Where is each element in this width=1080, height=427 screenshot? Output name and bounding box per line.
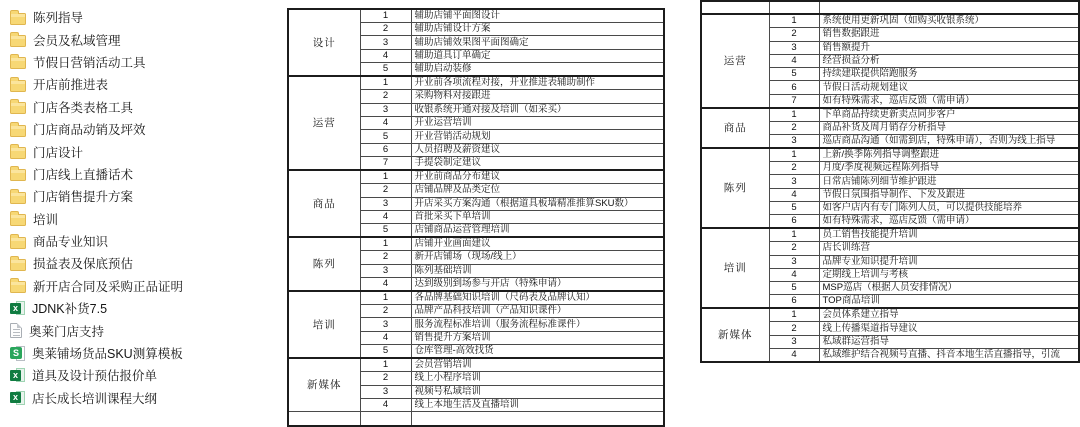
support-item-cell: 开业运营培训 xyxy=(411,116,664,129)
support-item-cell: MSP巡店（根据人员安排情况） xyxy=(819,282,1079,295)
partial-row-cell xyxy=(769,1,819,14)
file-label: 奥莱门店支持 xyxy=(29,324,105,339)
category-cell: 运营 xyxy=(701,14,769,107)
opening-support-table xyxy=(287,8,665,427)
row-number-cell: 3 xyxy=(360,264,411,277)
support-item-cell: 巡店商品沟通（如需到店，特殊申请），否则为线上指导 xyxy=(819,135,1079,149)
file-item[interactable] xyxy=(10,364,280,386)
support-item-cell: 收银系统开通对接及培训（如采买） xyxy=(411,103,664,116)
file-item[interactable] xyxy=(10,342,280,364)
folder-icon xyxy=(10,80,26,92)
file-label: 陈列指导 xyxy=(33,11,84,26)
category-cell: 陈列 xyxy=(288,237,360,291)
row-number-cell: 2 xyxy=(360,372,411,385)
row-number-cell: 2 xyxy=(360,90,411,103)
support-item-cell: 仓库管理-高效找货 xyxy=(411,345,664,359)
support-item-cell: 开业营销活动规划 xyxy=(411,130,664,143)
file-label: 培训 xyxy=(33,212,59,227)
category-cell: 运营 xyxy=(288,76,360,170)
row-number-cell: 2 xyxy=(769,121,819,134)
support-item-cell: 会员营销培训 xyxy=(411,358,664,372)
support-item-cell: 销售数据跟进 xyxy=(819,28,1079,41)
support-item-cell: 视频号私域培训 xyxy=(411,385,664,398)
row-number-cell: 2 xyxy=(769,28,819,41)
row-number-cell: 4 xyxy=(769,188,819,201)
support-item-cell: 员工销售技能提升培训 xyxy=(819,228,1079,242)
support-item-cell: 线上本地生活及直播培训 xyxy=(411,399,664,412)
folder-item[interactable] xyxy=(10,6,280,28)
support-item-cell: 私域维护结合视频号直播、抖音本地生活直播指导，引流 xyxy=(819,349,1079,363)
folder-item[interactable] xyxy=(10,28,280,50)
excel-file-icon: x xyxy=(10,301,25,315)
row-number-cell: 5 xyxy=(769,201,819,214)
wps-spreadsheet-icon: S xyxy=(10,346,25,361)
row-number-cell: 7 xyxy=(769,94,819,108)
row-number-cell: 6 xyxy=(360,143,411,156)
support-item-cell: 私域群运营指导 xyxy=(819,335,1079,348)
file-label: 节假日营销活动工具 xyxy=(33,55,146,70)
support-item-cell: 开业前各项流程对接，开业推进表辅助制作 xyxy=(411,76,664,90)
support-item-cell: 辅助店铺效果图平面图确定 xyxy=(411,36,664,49)
support-item-cell: 人员招聘及薪资建议 xyxy=(411,143,664,156)
row-number-cell: 3 xyxy=(360,385,411,398)
support-item-cell: 销售提升方案培训 xyxy=(411,331,664,344)
row-number-cell: 1 xyxy=(360,170,411,184)
folder-icon xyxy=(10,214,26,226)
support-item-cell: 日常店铺陈列细节维护跟进 xyxy=(819,175,1079,188)
folder-item[interactable] xyxy=(10,73,280,95)
support-item-cell: 店铺商品运营管理培训 xyxy=(411,224,664,238)
support-item-cell: 品牌专业知识提升培训 xyxy=(819,255,1079,268)
support-item-cell: 商品补货及周月销存分析指导 xyxy=(819,121,1079,134)
support-item-cell: 下单商品持续更新卖点同步客户 xyxy=(819,108,1079,122)
folder-icon xyxy=(10,57,26,69)
row-number-cell: 4 xyxy=(360,210,411,223)
file-label: 门店线上直播话术 xyxy=(33,167,134,182)
row-number-cell: 3 xyxy=(769,335,819,348)
partial-row-cell xyxy=(411,412,664,426)
support-item-cell: 节假日氛围指导制作、下发及跟进 xyxy=(819,188,1079,201)
support-item-cell: 月度/季度视频远程陈列指导 xyxy=(819,162,1079,175)
row-number-cell: 3 xyxy=(360,103,411,116)
support-item-cell: 陈列基础培训 xyxy=(411,264,664,277)
ongoing-support-table-wrap xyxy=(700,0,1080,363)
file-item[interactable] xyxy=(10,297,280,319)
row-number-cell: 2 xyxy=(769,162,819,175)
support-item-cell: 如有特殊需求，巡店反馈（需申请） xyxy=(819,94,1079,108)
support-item-cell: 服务流程标准培训（服务流程标准课件） xyxy=(411,318,664,331)
row-number-cell: 2 xyxy=(769,322,819,335)
support-item-cell: 店长训练营 xyxy=(819,242,1079,255)
folder-icon xyxy=(10,192,26,204)
file-label: 门店销售提升方案 xyxy=(33,190,134,205)
ongoing-support-table xyxy=(700,0,1080,363)
row-number-cell: 4 xyxy=(360,49,411,62)
row-number-cell: 5 xyxy=(360,130,411,143)
row-number-cell: 2 xyxy=(769,242,819,255)
support-item-cell: 开业前商品分布建议 xyxy=(411,170,664,184)
row-number-cell: 3 xyxy=(360,318,411,331)
folder-icon xyxy=(10,125,26,137)
file-label: 商品专业知识 xyxy=(33,235,109,250)
folder-icon xyxy=(10,259,26,271)
folder-item[interactable] xyxy=(10,208,280,230)
row-number-cell: 4 xyxy=(360,331,411,344)
folder-item[interactable] xyxy=(10,96,280,118)
row-number-cell: 1 xyxy=(769,108,819,122)
document-icon xyxy=(10,323,22,338)
file-label: 新开店合同及采购正品证明 xyxy=(33,279,184,294)
row-number-cell: 5 xyxy=(769,68,819,81)
row-number-cell: 3 xyxy=(360,197,411,210)
folder-icon xyxy=(10,281,26,293)
category-cell: 设计 xyxy=(288,9,360,76)
category-cell: 新媒体 xyxy=(701,308,769,362)
folder-icon xyxy=(10,237,26,249)
row-number-cell: 1 xyxy=(769,228,819,242)
folder-item[interactable] xyxy=(10,275,280,297)
folder-icon xyxy=(10,35,26,47)
folder-item[interactable] xyxy=(10,118,280,140)
file-item[interactable] xyxy=(10,319,280,341)
support-item-cell: 店铺品牌及品类定位 xyxy=(411,184,664,197)
row-number-cell: 7 xyxy=(360,157,411,171)
file-label: 门店设计 xyxy=(33,145,84,160)
support-item-cell: 销售额提升 xyxy=(819,41,1079,54)
row-number-cell: 1 xyxy=(769,148,819,162)
support-item-cell: 上新/换季陈列指导调整跟进 xyxy=(819,148,1079,162)
support-item-cell: 定期线上培训与考核 xyxy=(819,268,1079,281)
file-label: 道具及设计预估报价单 xyxy=(32,369,158,384)
category-cell: 陈列 xyxy=(701,148,769,228)
support-item-cell: 首批采买下单培训 xyxy=(411,210,664,223)
folder-item[interactable] xyxy=(10,185,280,207)
support-item-cell: 线上小程序培训 xyxy=(411,372,664,385)
category-cell: 商品 xyxy=(701,108,769,148)
file-label: 奥莱铺场货品SKU测算模板 xyxy=(32,347,183,362)
folder-icon xyxy=(10,147,26,159)
row-number-cell: 6 xyxy=(769,81,819,94)
folder-item[interactable] xyxy=(10,140,280,162)
row-number-cell: 2 xyxy=(360,184,411,197)
opening-support-table-wrap xyxy=(287,8,665,427)
folder-item[interactable] xyxy=(10,230,280,252)
category-cell: 商品 xyxy=(288,170,360,237)
row-number-cell: 1 xyxy=(769,14,819,28)
support-item-cell: 经营损益分析 xyxy=(819,54,1079,67)
folder-item[interactable] xyxy=(10,163,280,185)
row-number-cell: 1 xyxy=(769,308,819,322)
row-number-cell: 4 xyxy=(769,268,819,281)
row-number-cell: 4 xyxy=(360,399,411,412)
partial-row-cell xyxy=(360,412,411,426)
support-item-cell: 辅助店铺设计方案 xyxy=(411,23,664,36)
row-number-cell: 4 xyxy=(360,278,411,292)
category-cell: 新媒体 xyxy=(288,358,360,412)
file-label: 开店前推进表 xyxy=(33,78,109,93)
support-item-cell: 各品牌基础知识培训（尺码表及品牌认知） xyxy=(411,291,664,305)
row-number-cell: 4 xyxy=(769,54,819,67)
row-number-cell: 3 xyxy=(769,175,819,188)
excel-file-icon: x xyxy=(10,368,25,382)
support-item-cell: 辅助启动装修 xyxy=(411,63,664,77)
row-number-cell: 3 xyxy=(769,135,819,149)
row-number-cell: 5 xyxy=(360,345,411,359)
support-item-cell: 新开店铺场（现场/线上） xyxy=(411,251,664,264)
support-item-cell: 达到级别到场参与开店（特殊申请） xyxy=(411,278,664,292)
support-item-cell: 如有特殊需求，巡店反馈（需申请） xyxy=(819,215,1079,229)
row-number-cell: 5 xyxy=(769,282,819,295)
row-number-cell: 3 xyxy=(769,41,819,54)
support-item-cell: 持续建联提供陪跑服务 xyxy=(819,68,1079,81)
support-item-cell: 辅助道具订单确定 xyxy=(411,49,664,62)
file-label: JDNK补货7.5 xyxy=(32,302,108,317)
row-number-cell: 1 xyxy=(360,358,411,372)
file-label: 店长成长培训课程大纲 xyxy=(32,391,158,406)
file-label: 门店商品动销及坪效 xyxy=(33,123,146,138)
row-number-cell: 1 xyxy=(360,76,411,90)
support-item-cell: 辅助店铺平面图设计 xyxy=(411,9,664,23)
file-label: 损益表及保底预估 xyxy=(33,257,134,272)
row-number-cell: 2 xyxy=(360,305,411,318)
support-item-cell: 系统使用更新巩固（如购买收银系统） xyxy=(819,14,1079,28)
row-number-cell: 1 xyxy=(360,9,411,23)
support-item-cell: 开店采买方案沟通（根据道具板墙精准推算SKU数） xyxy=(411,197,664,210)
row-number-cell: 6 xyxy=(769,295,819,309)
partial-row-cell xyxy=(701,1,769,14)
partial-row-cell xyxy=(819,1,1079,14)
row-number-cell: 3 xyxy=(360,36,411,49)
row-number-cell: 1 xyxy=(360,291,411,305)
category-cell: 培训 xyxy=(701,228,769,308)
support-item-cell: 会员体系建立指导 xyxy=(819,308,1079,322)
category-cell: 培训 xyxy=(288,291,360,358)
row-number-cell: 3 xyxy=(769,255,819,268)
row-number-cell: 4 xyxy=(360,116,411,129)
row-number-cell: 5 xyxy=(360,224,411,238)
support-item-cell: 采购物料对接跟进 xyxy=(411,90,664,103)
file-label: 会员及私域管理 xyxy=(33,33,121,48)
folder-item[interactable] xyxy=(10,51,280,73)
row-number-cell: 1 xyxy=(360,237,411,251)
row-number-cell: 5 xyxy=(360,63,411,77)
file-label: 门店各类表格工具 xyxy=(33,100,134,115)
support-item-cell: 手提袋制定建议 xyxy=(411,157,664,171)
folder-icon xyxy=(10,102,26,114)
row-number-cell: 6 xyxy=(769,215,819,229)
excel-file-icon: x xyxy=(10,391,25,405)
support-item-cell: 如客户店内有专门陈列人员，可以提供技能培养 xyxy=(819,201,1079,214)
folder-icon xyxy=(10,13,26,25)
row-number-cell: 2 xyxy=(360,251,411,264)
row-number-cell: 4 xyxy=(769,349,819,363)
file-item[interactable] xyxy=(10,387,280,409)
row-number-cell: 2 xyxy=(360,23,411,36)
folder-icon xyxy=(10,169,26,181)
file-explorer-pane xyxy=(10,6,280,409)
support-item-cell: 节假日活动规划建议 xyxy=(819,81,1079,94)
support-item-cell: TOP商品培训 xyxy=(819,295,1079,309)
support-item-cell: 线上传播渠道指导建议 xyxy=(819,322,1079,335)
partial-row-cell xyxy=(288,412,360,426)
folder-item[interactable] xyxy=(10,252,280,274)
support-item-cell: 品牌产品科技培训（产品知识课件） xyxy=(411,305,664,318)
support-item-cell: 店铺开业画面建议 xyxy=(411,237,664,251)
